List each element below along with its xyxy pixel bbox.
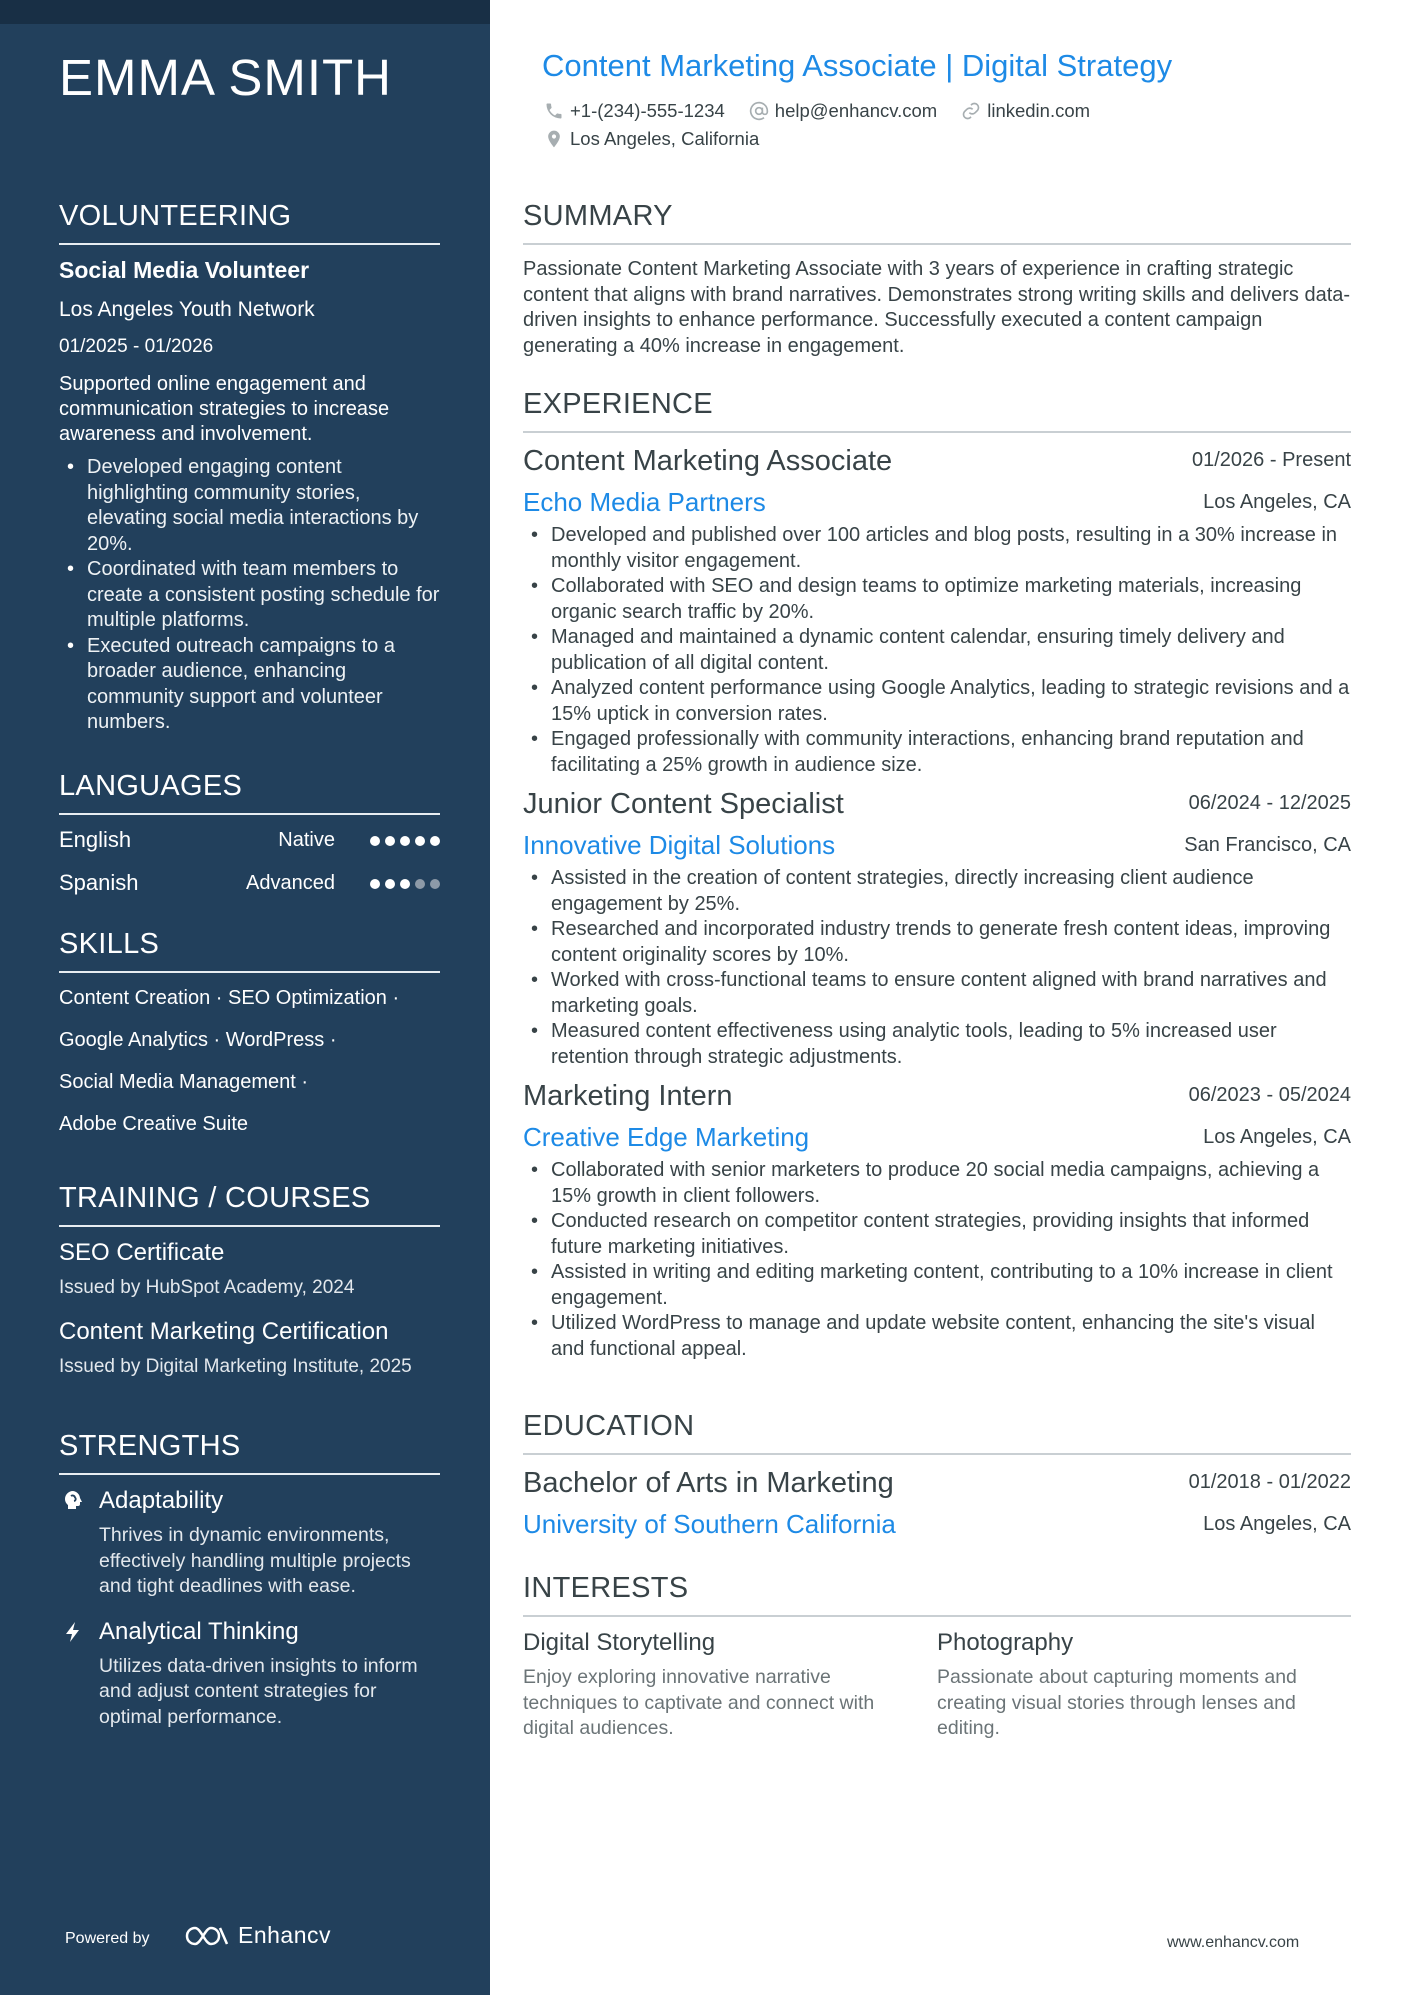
summary-text: Passionate Content Marketing Associate with 3 years of experience in crafting strategic content that aligns with brand narratives. Demonstrates strong writing skills and delivers data-driven insights to enhance performance. Successfully executed a content campaign generating a 40% increase in engagement. (523, 258, 1351, 357)
interest-title: Photography (937, 1629, 1074, 1656)
website-link[interactable]: www.enhancv.com (1167, 1934, 1300, 1951)
strength-item (59, 1618, 440, 1731)
job-dates: 06/2024 - 12/2025 (1188, 792, 1351, 814)
strength-title: Adaptability (99, 1487, 224, 1514)
languages-section (59, 770, 440, 913)
training-title: TRAINING / COURSES (59, 1182, 440, 1227)
course-issuer: Issued by Digital Marketing Institute, 2025 (59, 1356, 412, 1377)
list-item: • Coordinated with team members to create a consistent posting schedule for multiple platforms. (59, 557, 440, 634)
rating-dot (430, 836, 440, 846)
job-dates: 01/2026 - Present (1192, 449, 1351, 471)
list-item: • Managed and maintained a dynamic content calendar, ensuring timely delivery and publication of all digital content. (523, 625, 1351, 676)
interest-item (523, 1629, 937, 1742)
education-dates: 01/2018 - 01/2022 (1188, 1471, 1351, 1493)
list-item: • Conducted research on competitor content strategies, providing insights that informed future marketing initiatives. (523, 1209, 1351, 1260)
interests-title: INTERESTS (523, 1572, 1351, 1617)
summary-section (523, 200, 1351, 359)
enhancv-logo-icon (184, 1924, 230, 1948)
skills-title: SKILLS (59, 928, 440, 973)
job-company: Creative Edge Marketing (523, 1122, 810, 1152)
skills-section (59, 928, 440, 1153)
job-dates: 06/2023 - 05/2024 (1188, 1084, 1351, 1106)
education-location: Los Angeles, CA (1203, 1513, 1351, 1535)
job-entry (523, 1080, 1351, 1362)
bolt-icon (61, 1620, 85, 1644)
strength-description: Thrives in dynamic environments, effectively handling multiple projects and tight deadlines with ease. (99, 1524, 411, 1597)
list-item: • Collaborated with SEO and design teams to optimize marketing materials, increasing organic search traffic by 20%. (523, 574, 1351, 625)
list-item: • Engaged professionally with community interactions, enhancing brand reputation and facilitating a 25% growth in audience size. (523, 727, 1351, 778)
volunteering-title: VOLUNTEERING (59, 200, 440, 245)
experience-title: EXPERIENCE (523, 388, 1351, 433)
strengths-title: STRENGTHS (59, 1430, 440, 1475)
interest-description: Passionate about capturing moments and creating visual stories through lenses and editing. (937, 1666, 1297, 1739)
degree-title: Bachelor of Arts in Marketing (523, 1467, 894, 1499)
candidate-name: EMMA SMITH (59, 49, 393, 106)
strengths-section (59, 1430, 440, 1748)
phone-text[interactable]: +1-(234)-555-1234 (570, 100, 725, 121)
headline: Content Marketing Associate | Digital Strategy (542, 48, 1173, 83)
language-row (59, 870, 440, 913)
enhancv-logo[interactable] (184, 1922, 331, 1949)
strength-description: Utilizes data-driven insights to inform and adjust content strategies for optimal performance. (99, 1654, 418, 1728)
education-title: EDUCATION (523, 1410, 1351, 1455)
volunteer-description: Supported online engagement and communication strategies to increase awareness and involvement. (59, 373, 390, 445)
language-rating (370, 836, 440, 846)
language-name: Spanish (59, 870, 139, 895)
strength-title: Analytical Thinking (99, 1617, 299, 1645)
job-location: Los Angeles, CA (1203, 1126, 1351, 1148)
list-item: • Assisted in writing and editing marketing content, contributing to a 10% increase in client engagement. (523, 1260, 1351, 1311)
interest-title: Digital Storytelling (523, 1629, 716, 1656)
skill-line: Adobe Creative Suite (59, 1113, 249, 1135)
list-item: • Developed engaging content highlighting community stories, elevating social media interactions by 20%. (59, 455, 440, 557)
job-title: Junior Content Specialist (523, 788, 844, 820)
volunteer-bullets (59, 455, 440, 736)
interest-item (937, 1629, 1351, 1742)
enhancv-logo-text: Enhancv (238, 1922, 332, 1948)
interests-section (523, 1572, 1351, 1742)
rating-dot (385, 879, 395, 889)
strength-item (59, 1487, 440, 1600)
summary-title: SUMMARY (523, 200, 1351, 245)
list-item: • Measured content effectiveness using analytic tools, leading to 5% increased user retention through strategic adjustments. (523, 1019, 1351, 1070)
education-section (523, 1410, 1351, 1551)
skill-line: Google Analytics · WordPress · (59, 1029, 337, 1051)
list-item: • Worked with cross-functional teams to ensure content aligned with brand narratives and marketing goals. (523, 968, 1351, 1019)
job-title: Marketing Intern (523, 1080, 733, 1112)
rating-dot (415, 836, 425, 846)
languages-title: LANGUAGES (59, 770, 440, 815)
job-title: Content Marketing Associate (523, 445, 893, 477)
rating-dot (385, 836, 395, 846)
job-location: San Francisco, CA (1184, 834, 1351, 856)
rating-dot (370, 836, 380, 846)
rating-dot (370, 879, 380, 889)
job-bullets (523, 523, 1351, 778)
language-level: Native (278, 829, 335, 851)
list-item: • Developed and published over 100 articles and blog posts, resulting in a 30% increase in monthly visitor engagement. (523, 523, 1351, 574)
list-item: • Collaborated with senior marketers to produce 20 social media campaigns, achieving a 15% growth in client followers. (523, 1158, 1351, 1209)
brain-icon (61, 1489, 85, 1513)
rating-dot (415, 879, 425, 889)
location-text: Los Angeles, California (570, 128, 760, 149)
interest-description: Enjoy exploring innovative narrative techniques to captivate and connect with digital audiences. (523, 1666, 875, 1739)
volunteer-org: Los Angeles Youth Network (59, 298, 315, 321)
list-item: • Researched and incorporated industry trends to generate fresh content ideas, improving content originality scores by 10%. (523, 917, 1351, 968)
job-location: Los Angeles, CA (1203, 491, 1351, 513)
job-bullets (523, 1158, 1351, 1362)
course-title: Content Marketing Certification (59, 1318, 389, 1345)
experience-section (523, 388, 1351, 1372)
phone-icon (544, 101, 564, 121)
volunteer-dates: 01/2025 - 01/2026 (59, 336, 214, 357)
job-company: Echo Media Partners (523, 487, 766, 517)
rating-dot (400, 836, 410, 846)
at-icon (749, 101, 769, 121)
language-rating (370, 879, 440, 889)
job-entry (523, 445, 1351, 778)
skill-line: Social Media Management · (59, 1071, 309, 1093)
language-name: English (59, 827, 132, 852)
course-title: SEO Certificate (59, 1239, 225, 1266)
volunteer-role: Social Media Volunteer (59, 257, 310, 283)
linkedin-text[interactable]: linkedin.com (987, 100, 1091, 121)
job-company: Innovative Digital Solutions (523, 830, 836, 860)
language-level: Advanced (246, 872, 335, 894)
email-text[interactable]: help@enhancv.com (774, 100, 938, 121)
skill-line: Content Creation · SEO Optimization · (59, 987, 400, 1009)
location-pin-icon (544, 129, 564, 149)
school-name: University of Southern California (523, 1509, 896, 1539)
rating-dot (400, 879, 410, 889)
rating-dot (430, 879, 440, 889)
link-icon (961, 101, 981, 121)
powered-by-label: Powered by (65, 1930, 150, 1947)
language-row (59, 827, 440, 870)
job-bullets (523, 866, 1351, 1070)
location-row (544, 128, 759, 150)
contact-row (544, 100, 1090, 122)
course-issuer: Issued by HubSpot Academy, 2024 (59, 1277, 355, 1298)
list-item: • Analyzed content performance using Google Analytics, leading to strategic revisions and a 15% uptick in conversion rates. (523, 676, 1351, 727)
list-item: • Executed outreach campaigns to a broader audience, enhancing community support and volunteer numbers. (59, 634, 440, 736)
sidebar-top-bar (0, 0, 490, 24)
list-item: • Assisted in the creation of content strategies, directly increasing client audience engagement by 25%. (523, 866, 1351, 917)
list-item: • Utilized WordPress to manage and update website content, enhancing the site's visual and functional appeal. (523, 1311, 1351, 1362)
job-entry (523, 788, 1351, 1070)
volunteering-section (59, 200, 440, 736)
training-section (59, 1182, 440, 1397)
